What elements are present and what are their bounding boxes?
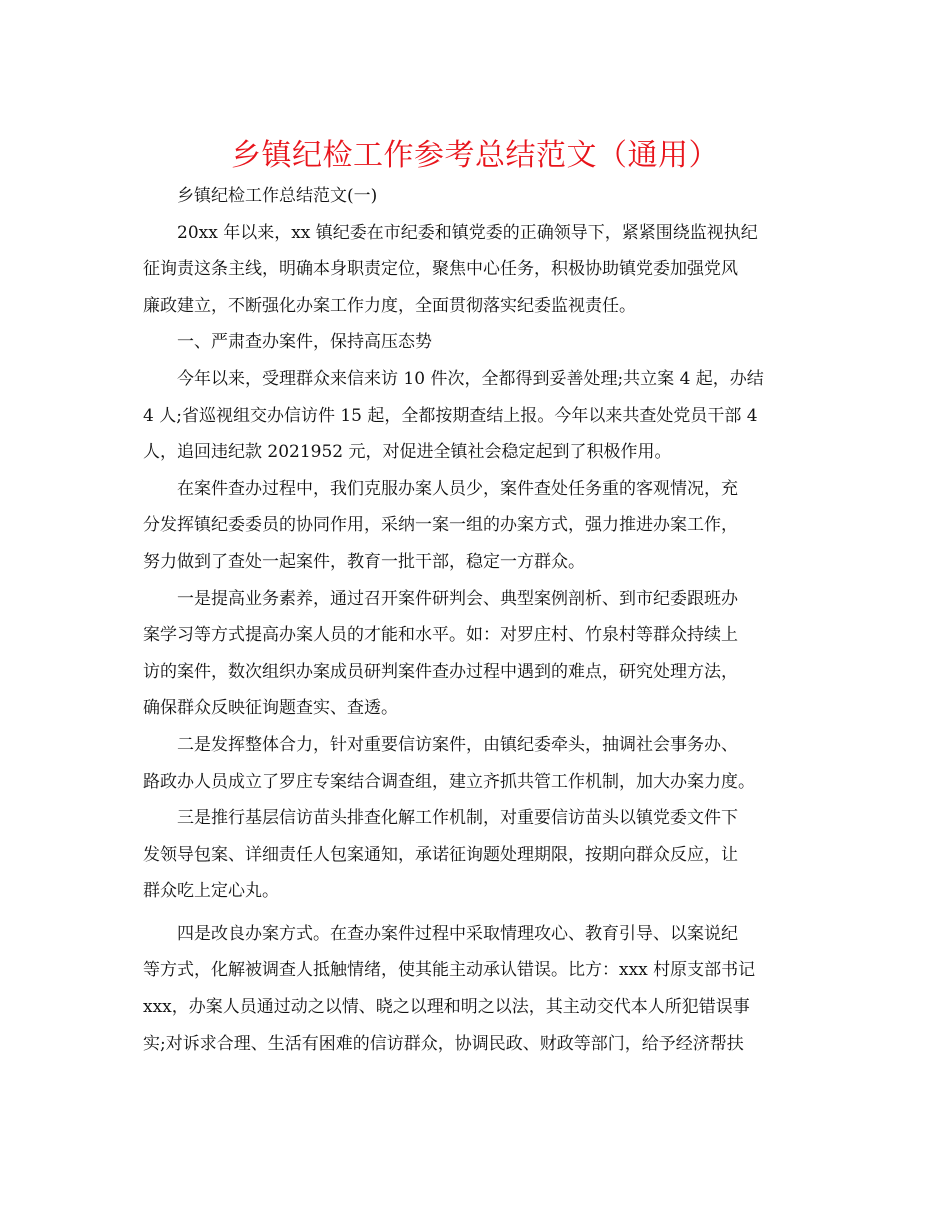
text-line: 努力做到了查处一起案件，教育一批干部，稳定一方群众。 — [143, 551, 585, 572]
text-line: 四是改良办案方式。在查办案件过程中采取情理攻心、教育引导、以案说纪 — [177, 923, 738, 944]
text-line: 群众吃上定心丸。 — [143, 881, 279, 902]
text-line: 等方式，化解被调查人抵触情绪，使其能主动承认错误。比方：xxx 村原支部书记 — [143, 960, 756, 981]
text-line: 今年以来，受理群众来信来访 10 件次，全都得到妥善处理;共立案 4 起，办结 — [177, 368, 764, 389]
text-line: 实;对诉求合理、生活有困难的信访群众，协调民政、财政等部门，给予经济帮扶 — [143, 1033, 744, 1054]
text-line: 在案件查办过程中，我们克服办案人员少，案件查处任务重的客观情况，充 — [177, 478, 738, 499]
text-line: 一是提高业务素养，通过召开案件研判会、典型案例剖析、到市纪委跟班办 — [177, 588, 738, 609]
paragraph — [143, 800, 811, 910]
text-line: 人，追回违纪款 2021952 元，对促进全镇社会稳定起到了积极作用。 — [143, 442, 672, 463]
paragraph — [143, 215, 811, 325]
paragraph — [143, 727, 811, 800]
paragraph — [143, 581, 811, 727]
text-line: xxx，办案人员通过动之以情、晓之以理和明之以法，其主动交代本人所犯错误事 — [143, 997, 750, 1018]
text-line: 20xx 年以来，xx 镇纪委在市纪委和镇党委的正确领导下，紧紧围绕监视执纪 — [177, 222, 758, 243]
document-body — [143, 178, 811, 1062]
text-line: 三是推行基层信访苗头排查化解工作机制，对重要信访苗头以镇党委文件下 — [177, 808, 738, 829]
paragraph — [143, 916, 811, 1062]
text-line: 二是发挥整体合力，针对重要信访案件，由镇纪委牵头，抽调社会事务办、 — [177, 734, 738, 755]
text-line: 确保群众反映征询题查实、查透。 — [143, 698, 398, 719]
text-line: 廉政建立，不断强化办案工作力度，全面贯彻落实纪委监视责任。 — [143, 295, 636, 316]
text-line: 乡镇纪检工作总结范文(一) — [177, 186, 378, 206]
section-heading — [143, 324, 811, 361]
text-line: 分发挥镇纪委委员的协同作用，采纳一案一组的办案方式，强力推进办案工作， — [143, 515, 738, 536]
text-line: 一、严肃查办案件，保持高压态势 — [177, 332, 432, 353]
paragraph-subtitle — [143, 178, 811, 215]
text-line: 访的案件，数次组织办案成员研判案件查办过程中遇到的难点，研究处理方法， — [143, 661, 738, 682]
text-line: 发领导包案、详细责任人包案通知，承诺征询题处理期限，按期向群众反应，让 — [143, 844, 738, 865]
paragraph — [143, 471, 811, 581]
text-line: 4 人;省巡视组交办信访件 15 起，全都按期查结上报。今年以来共查处党员干部 4 — [143, 405, 758, 426]
paragraph — [143, 361, 811, 471]
document-title: 乡镇纪检工作参考总结范文（通用） — [231, 138, 719, 173]
text-line: 路政办人员成立了罗庄专案结合调查组，建立齐抓共管工作机制，加大办案力度。 — [143, 771, 755, 792]
text-line: 征询责这条主线，明确本身职责定位，聚焦中心任务，积极协助镇党委加强党风 — [143, 259, 738, 280]
text-line: 案学习等方式提高办案人员的才能和水平。如：对罗庄村、竹泉村等群众持续上 — [143, 625, 738, 646]
